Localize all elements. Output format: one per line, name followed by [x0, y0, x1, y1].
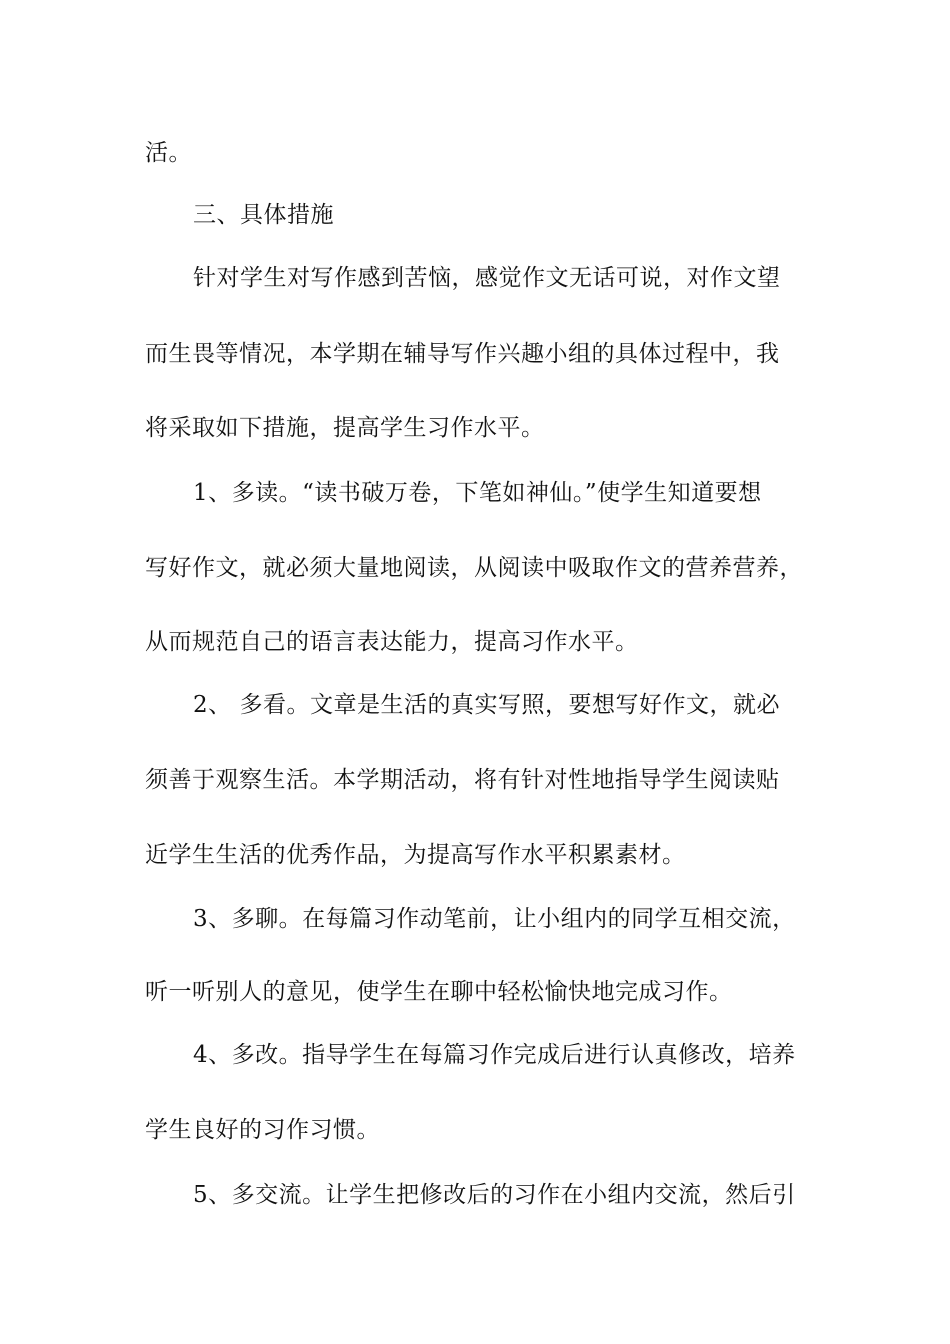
- text-line: 2、 多看。文章是生活的真实写照，要想写好作文，就必: [193, 692, 780, 718]
- text-line: 近学生生活的优秀作品，为提高写作水平积累素材。: [145, 842, 686, 868]
- section-heading: 三、具体措施: [193, 202, 334, 228]
- text-line: 活。: [145, 140, 192, 166]
- text-line: 3、多聊。在每篇习作动笔前，让小组内的同学互相交流，: [193, 906, 796, 932]
- text-line: 5、多交流。让学生把修改后的习作在小组内交流，然后引: [193, 1182, 796, 1208]
- text-line: 须善于观察生活。本学期活动，将有针对性地指导学生阅读贴: [145, 767, 780, 793]
- text-line: 从而规范自己的语言表达能力，提高习作水平。: [145, 629, 639, 655]
- text-line: 而生畏等情况，本学期在辅导写作兴趣小组的具体过程中，我: [145, 341, 780, 367]
- text-line: 4、多改。指导学生在每篇习作完成后进行认真修改，培养: [193, 1042, 796, 1068]
- text-line: 听一听别人的意见，使学生在聊中轻松愉快地完成习作。: [145, 979, 733, 1005]
- text-line: 写好作文，就必须大量地阅读，从阅读中吸取作文的营养营养，: [145, 555, 803, 581]
- text-line: 学生良好的习作习惯。: [145, 1117, 380, 1143]
- text-line: 1、多读。“读书破万卷，下笔如神仙。”使学生知道要想: [193, 480, 762, 506]
- text-line: 将采取如下措施，提高学生习作水平。: [145, 415, 545, 441]
- text-line: 针对学生对写作感到苦恼，感觉作文无话可说，对作文望: [193, 265, 781, 291]
